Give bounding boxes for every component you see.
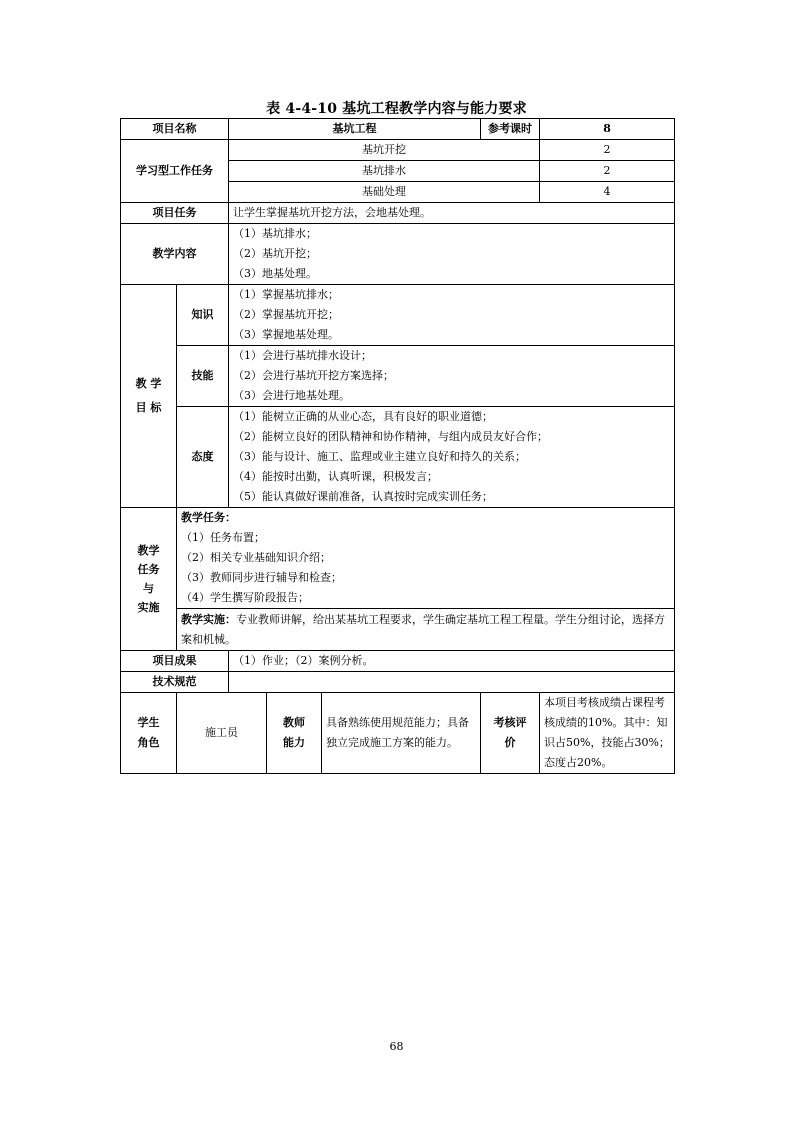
teacher-ability-label-line: 能力 [283,736,305,749]
teaching-impl-heading: 教学实施： [181,612,236,626]
implementation-label-line: 教学 [137,544,160,557]
implementation-label-line: 任务 [137,563,160,576]
task-row [121,140,675,161]
goals-label [121,285,177,508]
skill-label: 技能 [177,346,229,407]
student-role-value: 施工员 [177,693,267,774]
hours-label: 参考课时 [481,119,540,140]
teacher-ability-label-line: 教师 [283,716,305,729]
goals-label-line: 教 学 [135,377,162,390]
project-name-label: 项目名称 [121,119,229,140]
implementation-label-line: 实施 [137,601,160,614]
results-row [121,651,675,672]
teaching-task-line: （1）任务布置； [181,531,265,544]
task-hours: 4 [540,182,675,203]
teaching-task-line: （4）学生撰写阶段报告； [181,591,309,604]
knowledge-lines [229,285,675,346]
implementation-label [121,508,177,651]
teaching-impl-row [121,609,675,651]
project-name-value: 基坑工程 [229,119,481,140]
project-task-text: 让学生掌握基坑开挖方法，会地基处理。 [229,203,675,224]
teacher-ability-text: 具备熟练使用规范能力；具备独立完成施工方案的能力。 [322,693,481,774]
teaching-task-line: （2）相关专业基础知识介绍； [181,551,331,564]
attitude-line: （2）能树立良好的团队精神和协作精神，与组内成员友好合作； [233,430,548,443]
page-number: 68 [389,1040,404,1053]
assessment-label [481,693,540,774]
tech-label: 技术规范 [121,672,229,693]
content-line: （2）基坑开挖； [233,247,317,260]
teaching-impl-text: 专业教师讲解，给出某基坑工程要求，学生确定基坑工程工程量。学生分组讨论，选择方案和机械。 [181,612,665,646]
content-row [121,224,675,285]
task-hours: 2 [540,140,675,161]
teaching-task-heading: 教学任务： [181,511,236,524]
hours-value: 8 [540,119,675,140]
teaching-task-cell [177,508,675,609]
attitude-line: （4）能按时出勤，认真听课，积极发言； [233,470,438,483]
attitude-label: 态度 [177,407,229,508]
attitude-line: （1）能树立正确的从业心态，具有良好的职业道德； [233,410,493,423]
content-lines [229,224,675,285]
assessment-label-line: 价 [504,736,516,749]
skill-line: （3）会进行地基处理。 [233,389,350,402]
content-line: （3）地基处理。 [233,267,317,280]
attitude-row [121,407,675,508]
table-title: 表 4-4-10 基坑工程教学内容与能力要求 [266,101,527,117]
student-row [121,693,675,774]
task-hours: 2 [540,161,675,182]
task-name: 基坑排水 [229,161,540,182]
attitude-line: （3）能与设计、施工、监理或业主建立良好和持久的关系； [233,450,526,463]
knowledge-line: （1）掌握基坑排水； [233,288,339,301]
skill-row [121,346,675,407]
assessment-label-line: 考核评 [493,716,527,729]
content-line: （1）基坑排水； [233,227,317,240]
skill-lines [229,346,675,407]
attitude-line: （5）能认真做好课前准备，认真按时完成实训任务； [233,490,493,503]
tech-row [121,672,675,693]
results-label: 项目成果 [121,651,229,672]
teacher-ability-label [267,693,322,774]
knowledge-line: （2）掌握基坑开挖； [233,308,339,321]
student-role-label [121,693,177,774]
attitude-lines [229,407,675,508]
content-label: 教学内容 [121,224,229,285]
results-text: （1）作业；（2）案例分析。 [229,651,675,672]
teaching-task-line: （3）教师同步进行辅导和检查； [181,571,342,584]
assessment-text: 本项目考核成绩占课程考核成绩的10%。其中：知识占50%，技能占30%；态度占20%。 [540,693,675,774]
knowledge-row [121,285,675,346]
teaching-impl-cell [177,609,675,651]
knowledge-label: 知识 [177,285,229,346]
project-task-row [121,203,675,224]
knowledge-line: （3）掌握地基处理。 [233,328,339,341]
skill-line: （2）会进行基坑开挖方案选择； [233,369,394,382]
task-name: 基坑开挖 [229,140,540,161]
implementation-label-line: 与 [143,582,154,595]
skill-line: （1）会进行基坑排水设计； [233,349,372,362]
work-tasks-label: 学习型工作任务 [121,140,229,203]
course-table [120,118,675,774]
student-role-label-line: 角色 [137,736,160,749]
student-role-label-line: 学生 [137,716,160,729]
goals-label-line: 目 标 [135,401,162,414]
project-task-label: 项目任务 [121,203,229,224]
task-name: 基础处理 [229,182,540,203]
tech-text [229,672,675,693]
header-row [121,119,675,140]
teaching-task-row [121,508,675,609]
